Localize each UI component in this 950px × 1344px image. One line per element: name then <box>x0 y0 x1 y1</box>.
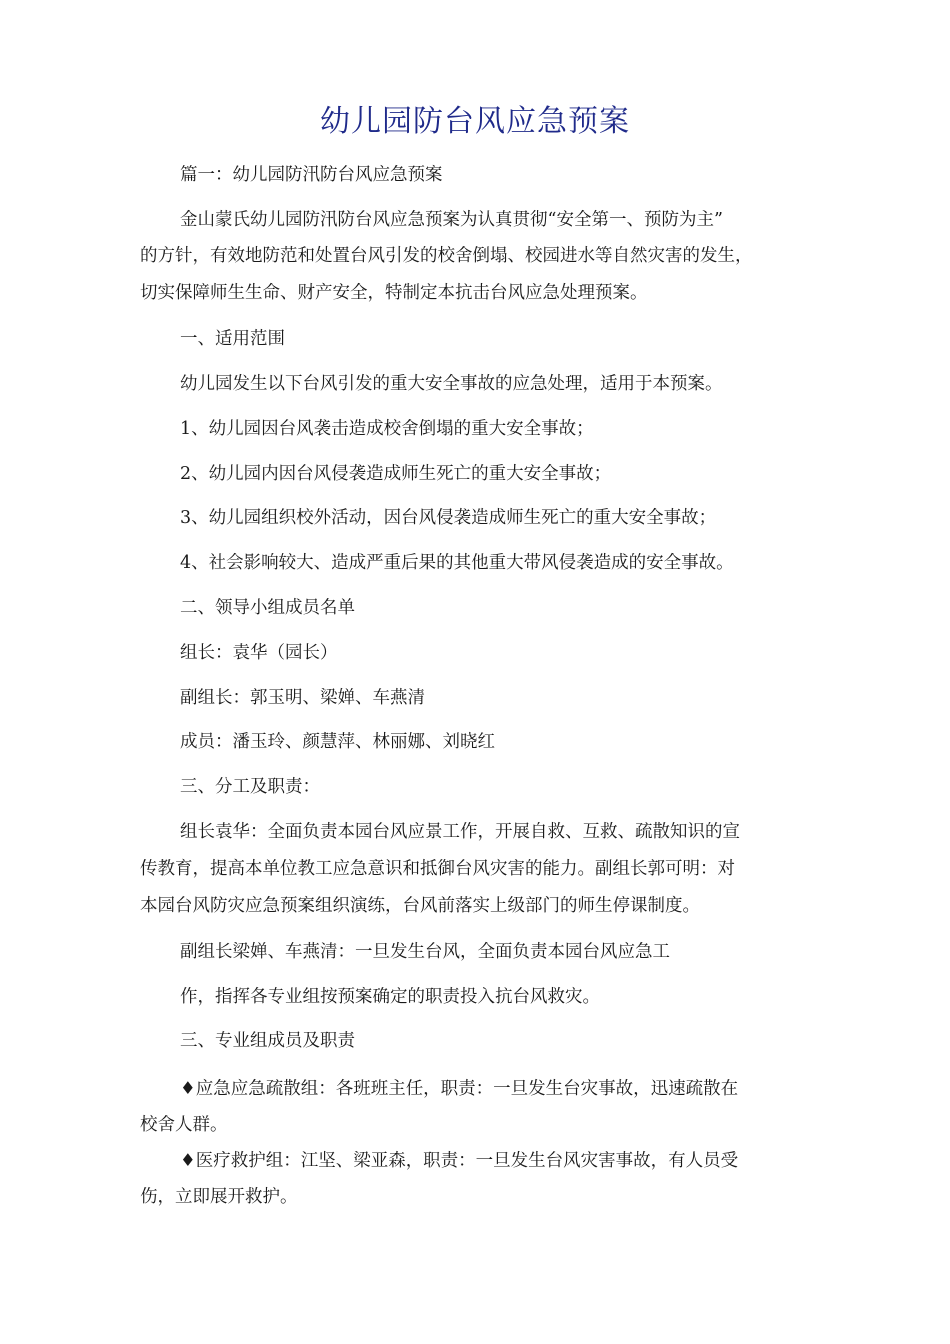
section-heading-duties: 三、分工及职责： <box>180 777 320 797</box>
members-line: 成员：潘玉玲、颜慧萍、林丽娜、刘晓红 <box>180 732 495 752</box>
duties-p2-line-1: 副组长梁婵、车燕清：一旦发生台风，全面负责本园台风应急工 <box>180 942 670 962</box>
scope-item-3: 3、幼儿园组织校外活动，因台风侵袭造成师生死亡的重大安全事故； <box>180 508 717 528</box>
group-item-2-line-2: 伤，立即展开救护。 <box>140 1187 298 1207</box>
scope-item-2: 2、幼儿园内因台风侵袭造成师生死亡的重大安全事故； <box>180 464 612 484</box>
group-item-1-line-2: 校舍人群。 <box>140 1115 228 1135</box>
intro-line-2: 的方针，有效地防范和处置台风引发的校舍倒塌、校园进水等自然灾害的发生， <box>140 246 753 266</box>
duties-p1-line-3: 本园台风防灾应急预案组织演练，台风前落实上级部门的师生停课制度。 <box>140 896 700 916</box>
scope-item-1: 1、幼儿园因台风袭击造成校舍倒塌的重大安全事故； <box>180 419 594 439</box>
scope-item-4: 4、社会影响较大、造成严重后果的其他重大带风侵袭造成的安全事故。 <box>180 553 734 573</box>
intro-line-1: 金山蒙氏幼儿园防汛防台风应急预案为认真贯彻“安全第一、预防为主” <box>180 210 723 230</box>
duties-p2-line-2: 作，指挥各专业组按预案确定的职责投入抗台风救灾。 <box>180 987 600 1007</box>
leader-line: 组长：袁华（园长） <box>180 643 338 663</box>
section-heading-leaders: 二、领导小组成员名单 <box>180 598 355 618</box>
duties-p1-line-2: 传教育，提高本单位教工应急意识和抵御台风灾害的能力。副组长郭可明：对 <box>140 859 735 879</box>
scope-text: 幼儿园发生以下台风引发的重大安全事故的应急处理，适用于本预案。 <box>180 374 723 394</box>
duties-p1-line-1: 组长袁华：全面负责本园台风应景工作，开展自救、互救、疏散知识的宣 <box>180 822 740 842</box>
section-heading-groups: 三、专业组成员及职责 <box>180 1031 355 1051</box>
subtitle: 篇一：幼儿园防汛防台风应急预案 <box>180 165 443 185</box>
group-item-1-line-1: ♦应急应急疏散组：各班班主任，职责：一旦发生台灾事故，迅速疏散在 <box>180 1079 739 1099</box>
intro-line-3: 切实保障师生生命、财产安全，特制定本抗击台风应急处理预案。 <box>140 283 648 303</box>
document-title: 幼儿园防台风应急预案 <box>320 104 630 139</box>
section-heading-scope: 一、适用范围 <box>180 329 285 349</box>
group-item-2-line-1: ♦医疗救护组：江坚、梁亚森，职责：一旦发生台风灾害事故，有人员受 <box>180 1151 739 1171</box>
vice-leader-line: 副组长：郭玉明、梁婵、车燕清 <box>180 688 425 708</box>
